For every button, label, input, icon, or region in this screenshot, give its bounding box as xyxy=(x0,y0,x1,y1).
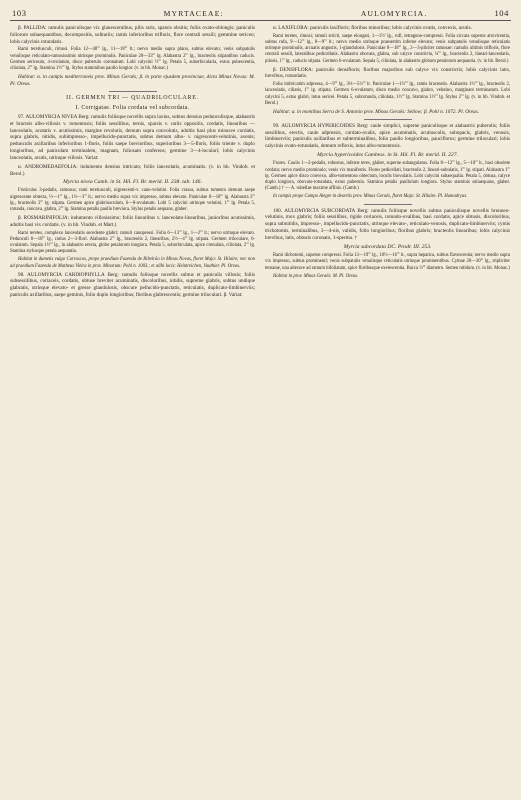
header-title-left: MYRTACEAE: xyxy=(163,9,224,18)
two-column-body xyxy=(10,25,511,301)
description-paragraph: Rami dichotomi, superne compressi. Folia 13—19''' lg., 10½—16''' lt., supra hepatica, subtus flavescentia; nervo medio supra vix impresso, subtus prominenti; venis subpatulis venulisque reticulatis utrinque prominentibus. Cymae 20—30''' lg., tripliciter ternatae, una alterave ad ramum bifoliatam, spice floribusque exerescentia. Bacca ⅔''' diametro. Semen nitidum. (v. in hb. Monac.) xyxy=(265,253,510,271)
habitat-note: Habitat in dumetis vulgo Carrascos, prope praedium Fazenda de Ribeirão in Minas Novas, floret Majo: St. Hilaire; nec non ad praedium Fazenda de Matheus Vieira in prov. Minarum: Pohl n. 1003.; et alibi locis: Heimreichen, Vauthier. Pl. Oreas. xyxy=(10,257,255,269)
species-97-diagnosis: 97. AULOMYRCIA NIVEA Berg: ramulis foliisque novellis supra laxius, subtus densius pedunculisque, alabastris et bracteis albo-villosis v. tomentosis; foliis sessilibus, ternis, sparsis v. rariis oppositis, cordatis, linearibus — lanceolatis, acutatis v. acutissimis, margine revolutis, demum supra convolutis, adultis basi plus minusve cordatis, supra glabris, nitidis, subimpresso-, impellucido-punctatis, subtus demum albo- v. nigrescenti-velutinis, avenis; pedunculis axillaribus inferioribus 1-floris, foliis saepe brevioribus, superioribus 3—5-floris, foliis triente v. duplo longioribus, ad paniculam terminalem, magnam, foliosam conferens; germine 3—4-loculari; lobis calycinis lanceolatis, acutis, utrinque villosis. Variat: xyxy=(10,113,255,162)
section-rule xyxy=(109,91,157,92)
description-paragraph: Rami teretes, complexo lanceolatis secedente glabri; ramuli canopressi. Folia 6—13''' lg., 1—2''' lt.; nervo utrinque elevato. Pedunculi 8—18''' lg., rarius 2—3-flori. Alabastra 2''' lg., bracteolis 2, linearibus, 2½—4''' lg. stipata. Germen triloculare, 6-ovulatum. Sepala 1½''' lg., in alabastro erecta, globo petalorum longiora. Petala 5, suborbiculata, apice crenulata, ciliolata, 2''' lg. Stamina stylusque petala aequantia. xyxy=(10,230,255,255)
species-99-diagnosis: 99. AULOMYRCIA HYPERICOIDES Berg: caule simplici, superne paniculisque et alabastris puberulis; foliis sessilibus, erectis, caule adpressis, cordato-ovalis, apice acuminatis, acutiusculis, subopacis, glabris, venosis, limbinerviis; paniculis axillaribus et subterminalibus, folio paullo longioribus, pauciflorus; germine triloculari; lobis calycinis ovato-rotundatis, demum reflexis, intus albo-tomentosis. xyxy=(265,122,510,150)
synonym-citation: Myrcia nivea Camb. in St. Hil. Fl. Br. merid. II. 238. tab. 146. xyxy=(63,179,202,186)
section-heading: II. GERMEN TRI — QUADRILOCULARE. xyxy=(66,94,199,101)
description-paragraph: Folia imbricatim adpressa, 4—9''' lg., 3⅓—5⅔''' lt. Paniculae 1—1½''' lg., ramis bracteatis. Alabastra 1½''' lg., bracteolis 2, lanceolatis, ciliatis, 1''' lg. stipata. Germen 6-ovulatum, disco medio concavo, glabro, velutino, marginato terminatum. Lobi calycini 5, extus glabri, intus sericei. Petala 5, subrotunda, ciliolata, 1½''' lg. Stamina 1½''' lg. Stylus 2''' lg. (v. in hb. Vindob. et Berol.) xyxy=(265,81,510,106)
synonym-citation: Myrcia hypericoides Cambess. in St. Hil. Fl. Br. merid. II. 227. xyxy=(317,152,458,159)
synonym-citation: Myrcia subcordata DC. Prodr. III. 253. xyxy=(343,244,432,251)
section-rule xyxy=(364,119,412,120)
page-number-right: 104 xyxy=(494,8,509,18)
right-column xyxy=(265,25,510,301)
section-rule xyxy=(364,204,412,205)
variety-densiflora: β. DENSIFLORA: paniculis densifloris; floribus majoribus sub calyce vix constrictis; lobis calycinis latis, brevibus, rotundatis. xyxy=(265,66,510,80)
description-paragraph: Rami teretes, rimosi; ramuli stricti, saepe elongati, 1—1½' lg., rufi, tetragono-compressi. Folia siccata superne atrovirentia, subtus rufa, 9—12''' lg., 8—9''' lt.; nervo medio utrinque praesertim inferne elevato; venis subpatulis venulisque reticulatis utrinque prominulis, arcuatis angustis, 1-glandulosis. Paniculae 8—18''' lg., 2—3-pliciter ramosae: ramulis ultimis trifloris, flore centrali sessili, lateralibus pedicellatis. Alabastra obovata, glabra, sub calyce constricta, ¼''' lg., bracteolis 2, lineari-lanceolatis, pilosis, 1''' lg., caducis stipata. Germen 6-ovulatum. Sepala 5, ciliolata, in alabastro globum petalorum aequantia. (v. in hb. Berol.) xyxy=(265,33,510,64)
page-number-left: 103 xyxy=(12,8,27,18)
running-header xyxy=(10,8,511,21)
subsection-heading: I. Corrigatae. Folia cordata vel subcordata. xyxy=(75,104,190,111)
species-100-diagnosis: 100. AULOMYRCIA SUBCORDATA Berg: ramulis foliisque novellis subtus paniculisque novellis brunneo-velutinis, mox glabris; foliis sessilibus, rigide coriaceis, rotundo-ovalibus, basi cordatis, apice obtusis, discoloribus, supra subnitidis, impresso-, impellucido-punctatis, utrinque elevato-, reticulato-venosis, duplicato-limbinerviis; cymis trichotomis, terminalibus, 3—4-nis, validis, folio longioribus; floribus glabris; bracteolis linearibus; lobis calycinis brevibus, latis, obtusis coronato, 1-sperma. † xyxy=(265,207,510,242)
description-paragraph: Fruticulus 3-pedalis, ramosus; rami teretiusculi, nigrescenti-v. cano-velutini. Folia crassa, subtus tomento demum saepe nigrescente obtecta, ½—1''' lg., 1½—3''' lt.; nervo medio supra vix impresso, subtus elevato. Paniculae 8—18''' lg. Alabastra 2''' lg., bracteolis 2''' lg. stipata. Germen apice glabriusculum, 6—8-ovulatum. Lobi 5 calycini utrinque velutini, 1''' lg. Petala 5, rotunda, concava, glabra, 2''' lg. Stamina petalis paullo breviora. Stylus petalis aequans, glaber. xyxy=(10,188,255,213)
habitat-note: Habitat: α. in montibus Serra de S. Antonio prov. Minas Geraës: Sellow; β. Pohl n. 1072. Pl. Oreas. xyxy=(273,108,479,115)
header-title-right: AULOMYRCIA. xyxy=(360,9,428,18)
habitat-note: Habitat: α. in campis mediterraneis prov. Minas Geraës; β. in parte ejusdem provinciae, dicta Minas Novas: M. Pl. Oreas. xyxy=(10,74,255,87)
left-column xyxy=(10,25,255,301)
variety-laxiflora: α. LAXIFLORA: paniculis laxifloris; floribus minoribus; lobis calycinis ovatis, convexis, acutis. xyxy=(273,25,472,31)
description-paragraph: Frutex. Caulis 1—2-pedalis, robustus, inferne teres, glaber, superne subangulatus. Folia 8—12''' lg., 5—10''' lt., basi obsolete cordata; nervo medio prominulo; venis vix manifestis. Flores pedicellati, bracteolis 2, lineari-subulatis, 1''' lg. stipati. Alabastra 1''' lg. Germen apice disco convexo, albo-tomentoso obtectum, loculis biovulatis. Lobi calycini subaequalia. Petala 5, obtusa, calyce duplo longiora, obovato-rotundata, extus puberula. Stamina petalis paullulum longiora. Stylus staminis subaequans, glaber. (Camb.) † — A. rubellae maxime affinis. (Camb.) xyxy=(265,161,510,192)
description-paragraph: Rami teretiusculi, rimosi. Folia 12—40''' lg., 11—18''' lt.; nervo medio supra plano, subtus elevato; venis subpatulis venulisque reticulato-ramosissimis utrinque prominulis. Paniculae 20—33''' lg. Alabastra 2''' lg., bracteolis stipantibus caducis. Germen sericeum, 4-ovulatum, disco puberulo coronatum. Lobi calycini ½''' lg. Petala 5, suborbicularia, extus pubescentia, ciliolata, 2''' lg. Stamina 1½''' lg. Stylus staminibus paullo longior. (v. in hb. Monac.) xyxy=(10,47,255,72)
variety-pallida: β. PALLIDA: ramulis paniculisque vix glanescentibus, pilis raris, sparsis obsitis; foliis ovato-oblongis; paniculis foliorum subaequantibus, decompositis, solitariis; ramis inferioribus trifloris, flore centrali sessili; gemmine sericeo; lobis calycinis rotundatis. xyxy=(10,25,255,45)
variety-rosmarinifolia: β. ROSMARINIFOLIA: indumento villosissimo; foliis linearibus v. lanceolato-linearibus, junioribus acutissimis, adultis basi vix cordatis. (v. in hb. Vindob. et Mart.) xyxy=(10,215,255,229)
species-98-diagnosis: 98. AULOMYRCIA CARDIOPHYLLA Berg: ramulis foliisque novellis subtus et paniculis villosis; foliis subsessilibus, coriaceis, cordatis, obtuse breviter acuminatis, discoloribus, nitidis, supreme glabris, subtus undique glabratis, utrinque elevato- et gresse glandulosis, obscure pellucido-punctatis, reticulatis, duplicato-limbinerviis; paniculis axillaribus, saepe geminis, folio duplo longioribus; floribus glabrescentis; germine triloculari. β. Variat: xyxy=(10,271,255,299)
habitat-note: In campis prope Campo Alegre in desertis prov. Minas Geraës, floret Majo: St. Hilaire. Pl. Hamadryas. xyxy=(273,194,468,200)
habitat-note: Habitat in prov. Minas Geraës: M. Pl. Oreas. xyxy=(273,273,359,279)
variety-andromedaefolia: α. ANDROMEDAEFOLIA: indumento densius intricato; foliis lanceolatis, acuminatis. (v. in hb. Vindob. et Berol.) xyxy=(10,163,255,177)
